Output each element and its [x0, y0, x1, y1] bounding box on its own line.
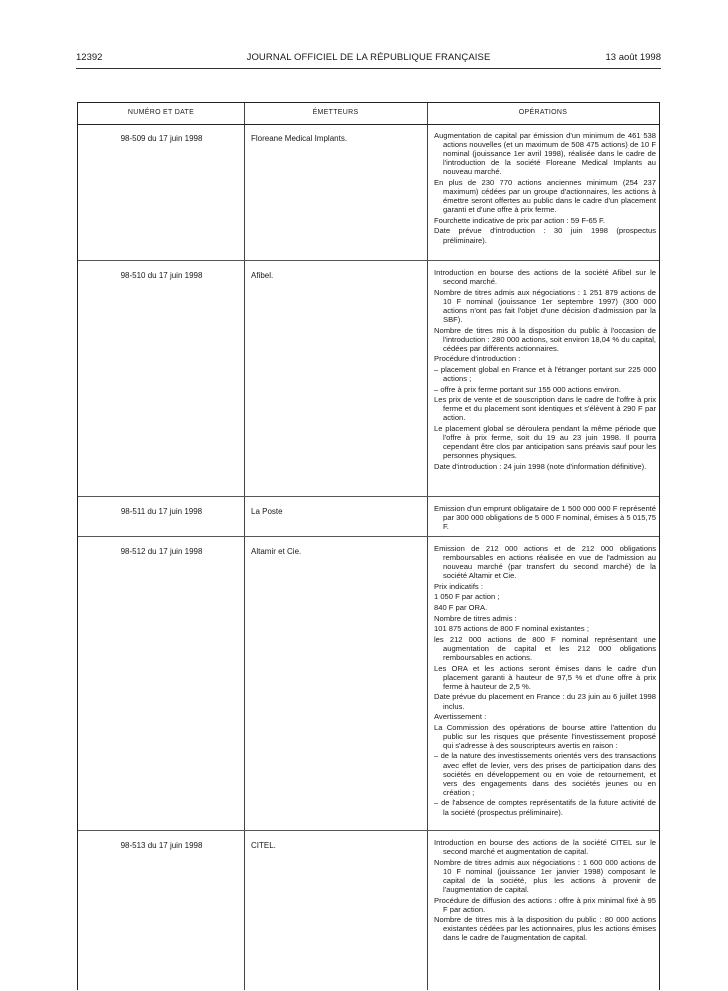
- row-operations: [434, 131, 656, 246]
- journal-title: JOURNAL OFFICIEL DE LA RÉPUBLIQUE FRANÇAISE: [246, 52, 491, 63]
- operation-paragraph: Procédure d'introduction :: [434, 354, 521, 364]
- operation-paragraph: – de l'absence de comptes représentatifs de la future activité de la société (prospectus préliminaire).: [434, 798, 656, 817]
- column-header-issuers: ÉMETTEURS: [312, 109, 359, 116]
- operation-paragraph: Date prévue d'introduction : 30 juin 1998 (prospectus préliminaire).: [434, 226, 656, 245]
- operation-paragraph: Nombre de titres admis aux négociations : 1 600 000 actions de 10 F nominal (jouissance 1er janvier 1998) composant le capital de la société, plus les actions à provenir de l'augmentation de capital.: [434, 857, 656, 894]
- operation-paragraph: La Commission des opérations de bourse attire l'attention du public sur les risques que présente l'investissement proposé qui s'adresse à des souscripteurs avertis en raison :: [434, 722, 656, 750]
- operation-paragraph: Emission de 212 000 actions et de 212 000 obligations remboursables en actions réalisée en vue de l'admission au nouveau marché (par transfert du second marché) de la société Altamir et Cie.: [434, 544, 656, 581]
- table-row: [78, 261, 659, 497]
- row-issuer: Afibel.: [251, 271, 274, 280]
- operation-paragraph: Augmentation de capital par émission d'un minimum de 461 538 actions nouvelles (et un maximum de 508 475 actions) de 10 F nominal (jouissance 1er avril 1998), réalisée dans le cadre de l'introduction de la société Floreane Medical Implants au nouveau marché.: [434, 131, 656, 177]
- operation-paragraph: En plus de 230 770 actions anciennes minimum (254 237 maximum) cédées par un groupe d'actionnaires, les actions à émettre seront offertes au public dans le cadre d'un placement garanti et d'une offre à prix ferme.: [434, 177, 656, 215]
- operation-paragraph: Le placement global se déroulera pendant la même période que l'offre à prix ferme, soit du 19 au 23 juin 1998. Il pourra cependant être clos par anticipation sans préavis sauf pour les personnes physiques.: [434, 424, 656, 461]
- column-header-number-date: NUMÉRO ET DATE: [127, 109, 195, 116]
- issue-date: 13 août 1998: [605, 52, 661, 63]
- table-row: [78, 831, 659, 991]
- row-operations: [434, 544, 656, 818]
- table-row: [78, 497, 659, 537]
- operation-paragraph: – offre à prix ferme portant sur 155 000 actions environ.: [434, 384, 621, 394]
- page-number: 12392: [76, 52, 103, 63]
- row-operations: [434, 838, 656, 944]
- operations-table: [77, 102, 660, 990]
- column-header-operations: OPÉRATIONS: [518, 109, 568, 116]
- operation-paragraph: Date prévue du placement en France : du 23 juin au 6 juillet 1998 inclus.: [434, 692, 656, 711]
- operation-paragraph: Introduction en bourse des actions de la société CITEL sur le second marché et augmentation de capital.: [434, 838, 656, 857]
- operation-paragraph: Les prix de vente et de souscription dans le cadre de l'offre à prix ferme et du placement sont identiques et s'élèvent à 290 F par action.: [434, 395, 656, 423]
- row-number-date: 98-509 du 17 juin 1998: [120, 134, 203, 143]
- operation-paragraph: 1 050 F par action ;: [434, 592, 500, 602]
- operation-paragraph: Nombre de titres admis :: [434, 613, 517, 623]
- row-number-date: 98-510 du 17 juin 1998: [120, 271, 203, 280]
- operation-paragraph: – de la nature des investissements orientés vers des transactions avec effet de levier, vers des prises de participation dans des sociétés en développement ou en voie de retournement, et vers des engagements dans des sociétés jeunes ou en création ;: [434, 751, 656, 797]
- operation-paragraph: Emission d'un emprunt obligataire de 1 500 000 000 F représenté par 300 000 obligations de 5 000 F nominal, émises à 5 015,75 F.: [434, 504, 656, 532]
- table-row: [78, 124, 659, 261]
- operation-paragraph: Nombre de titres admis aux négociations : 1 251 879 actions de 10 F nominal (jouissance 1er septembre 1997) (300 000 actions n'ont pas fait l'objet d'une décision d'admission par la SBF).: [434, 287, 656, 324]
- row-issuer: CITEL.: [251, 841, 276, 850]
- row-operations: [434, 268, 656, 472]
- operation-paragraph: 101 875 actions de 800 F nominal existantes ;: [434, 624, 589, 634]
- page-header: [76, 52, 661, 68]
- row-operations: [434, 504, 656, 533]
- operation-paragraph: Date d'introduction : 24 juin 1998 (note d'information définitive).: [434, 461, 647, 471]
- operation-paragraph: les 212 000 actions de 800 F nominal représentant une augmentation de capital et les 212 000 obligations remboursables en actions.: [434, 634, 656, 663]
- row-issuer: Floreane Medical Implants.: [251, 134, 348, 143]
- row-number-date: 98-512 du 17 juin 1998: [120, 547, 203, 556]
- row-issuer: Altamir et Cie.: [251, 547, 302, 556]
- operation-paragraph: Nombre de titres mis à la disposition du public à l'occasion de l'introduction : 280 000 actions, soit environ 18,04 % du capital, cédées par différents actionnaires.: [434, 325, 656, 353]
- table-row: [78, 537, 659, 831]
- row-number-date: 98-513 du 17 juin 1998: [120, 841, 203, 850]
- operation-paragraph: Prix indicatifs :: [434, 581, 483, 591]
- operation-paragraph: 840 F par ORA.: [434, 603, 488, 613]
- row-issuer: La Poste: [251, 507, 283, 516]
- header-rule: [76, 68, 661, 69]
- operation-paragraph: Procédure de diffusion des actions : offre à prix minimal fixé à 95 F par action.: [434, 895, 656, 914]
- operation-paragraph: Avertissement :: [434, 712, 487, 722]
- table-header: [78, 103, 659, 125]
- operation-paragraph: – placement global en France et à l'étranger portant sur 225 000 actions ;: [434, 364, 656, 384]
- operation-paragraph: Fourchette indicative de prix par action : 59 F-65 F.: [434, 215, 605, 225]
- operation-paragraph: Les ORA et les actions seront émises dans le cadre d'un placement garanti à hauteur de 97,5 % et d'une offre à prix ferme à hauteur de 2,5 %.: [434, 663, 656, 691]
- row-number-date: 98-511 du 17 juin 1998: [120, 507, 203, 516]
- operation-paragraph: Nombre de titres mis à la disposition du public : 80 000 actions existantes cédées par les actionnaires, plus les actions émises dans le cadre de l'augmentation de capital.: [434, 915, 656, 943]
- operation-paragraph: Introduction en bourse des actions de la société Afibel sur le second marché.: [434, 268, 656, 287]
